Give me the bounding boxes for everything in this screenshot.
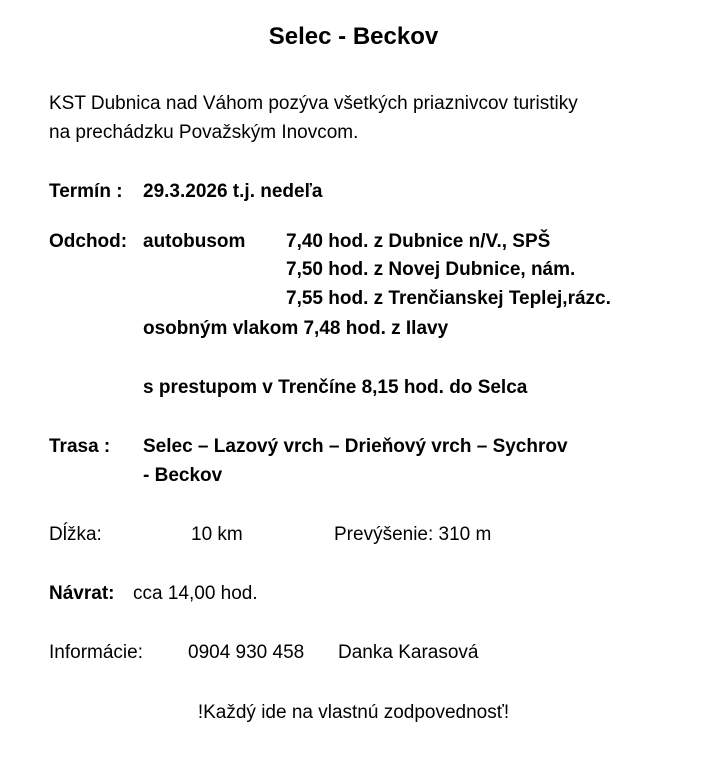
odchod-transfer: s prestupom v Trenčíne 8,15 hod. do Selca (143, 377, 528, 398)
info-label: Informácie: (49, 642, 143, 663)
navrat-label: Návrat: (49, 583, 115, 604)
dlzka-value: 10 km (191, 524, 243, 545)
page-title: Selec - Beckov (268, 23, 439, 50)
trasa-line-2: - Beckov (143, 465, 223, 486)
odchod-bus-time-3: 7,55 hod. z Trenčianskej Teplej,rázc. (286, 288, 611, 309)
termin-value: 29.3.2026 t.j. nedeľa (143, 181, 323, 202)
trasa-label: Trasa : (49, 436, 111, 457)
trasa-line-1: Selec – Lazový vrch – Drieňový vrch – Sychrov (143, 436, 568, 457)
intro-line-2: na prechádzku Považským Inovcom. (49, 122, 359, 143)
odchod-label: Odchod: (49, 231, 128, 252)
dlzka-label: Dĺžka: (49, 524, 102, 545)
odchod-bus-time-1: 7,40 hod. z Dubnice n/V., SPŠ (286, 231, 551, 252)
navrat-value: cca 14,00 hod. (133, 583, 258, 604)
info-phone: 0904 930 458 (188, 642, 305, 663)
odchod-train: osobným vlakom 7,48 hod. z Ilavy (143, 318, 449, 339)
termin-label: Termín : (49, 181, 123, 202)
footer-note: !Každý ide na vlastnú zodpovednosť! (197, 702, 510, 723)
dlzka-elevation: Prevýšenie: 310 m (334, 524, 492, 545)
intro-line-1: KST Dubnica nad Váhom pozýva všetkých priaznivcov turistiky (49, 93, 578, 114)
odchod-bus-label: autobusom (143, 231, 246, 252)
odchod-bus-time-2: 7,50 hod. z Novej Dubnice, nám. (286, 259, 576, 280)
info-name: Danka Karasová (338, 642, 479, 663)
